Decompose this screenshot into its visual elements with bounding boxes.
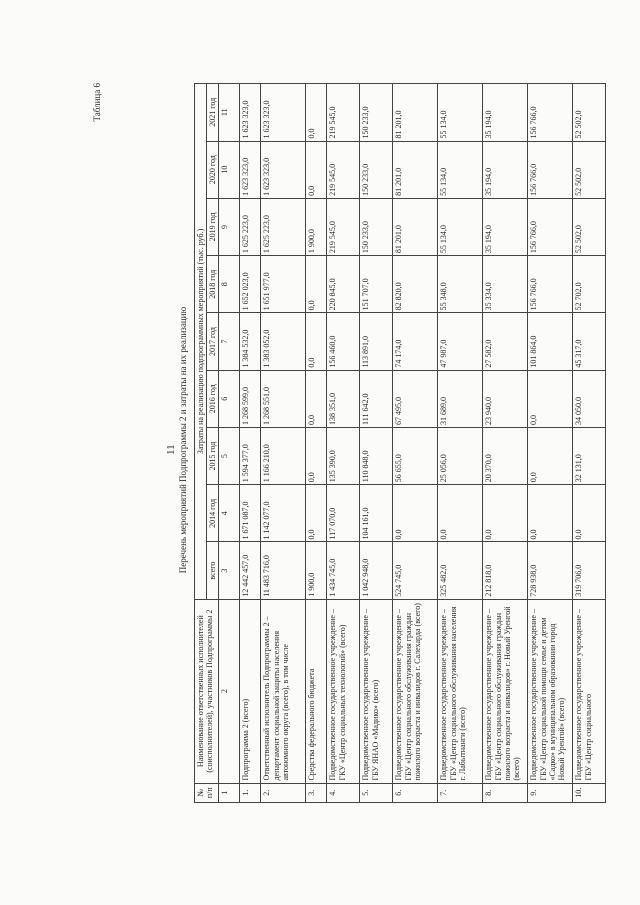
row-name: Ответственный исполнитель Подпрограммы 2 – департамент социальной защиты населения автономного округа (всего), в том числе: [261, 599, 306, 783]
row-year-value: 150 233,0: [360, 198, 393, 255]
row-year-value: 1 384 532,0: [240, 313, 261, 370]
row-year-value: 104 161,0: [360, 485, 393, 542]
header-year: 2016 год: [207, 370, 219, 427]
header-year: 2014 год: [207, 485, 219, 542]
row-year-value: 23 940,0: [483, 370, 528, 427]
header-year: 2017 год: [207, 313, 219, 370]
row-total: 319 706,0: [573, 542, 606, 599]
row-total: 1 434 745,0: [327, 542, 360, 599]
row-number: 8.: [483, 783, 528, 802]
row-year-value: 0,0: [438, 485, 483, 542]
row-year-value: 1 268 551,0: [261, 370, 306, 427]
row-year-value: 55 134,0: [438, 84, 483, 142]
row-year-value: 1 900,0: [306, 198, 327, 255]
column-number: 8: [219, 256, 240, 313]
table-body: [240, 84, 606, 803]
row-year-value: 82 820,0: [393, 256, 438, 313]
row-total: 212 818,0: [483, 542, 528, 599]
row-number: 3.: [306, 783, 327, 802]
row-year-value: 110 848,0: [360, 427, 393, 484]
row-name: Подведомственное государственное учреждение – ГБУ «Центр социальной помощи семье и детям «Садко» в муниципальном образовании город Новый Уренгой» (всего): [528, 599, 573, 783]
row-year-value: 156 766,0: [528, 256, 573, 313]
row-year-value: 0,0: [393, 485, 438, 542]
row-year-value: 111 642,0: [360, 370, 393, 427]
row-year-value: 81 201,0: [393, 198, 438, 255]
row-year-value: 55 134,0: [438, 198, 483, 255]
column-number: 5: [219, 427, 240, 484]
row-year-value: 0,0: [306, 485, 327, 542]
row-year-value: 113 891,0: [360, 313, 393, 370]
costs-table: [194, 83, 606, 803]
row-year-value: 32 131,0: [573, 427, 606, 484]
row-total: 12 442 457,0: [240, 542, 261, 599]
row-year-value: 52 502,0: [573, 84, 606, 142]
table-label: Таблица 6: [92, 83, 102, 122]
row-year-value: 0,0: [483, 485, 528, 542]
row-year-value: 0,0: [528, 485, 573, 542]
row-number: 6.: [393, 783, 438, 802]
header-year: 2018 год: [207, 256, 219, 313]
row-year-value: 20 370,0: [483, 427, 528, 484]
row-number: 2.: [261, 783, 306, 802]
row-number: 9.: [528, 783, 573, 802]
row-year-value: 135 390,0: [327, 427, 360, 484]
rotated-content: [70, 55, 593, 825]
row-year-value: 1 594 377,0: [240, 427, 261, 484]
row-year-value: 1 651 977,0: [261, 256, 306, 313]
row-year-value: 52 502,0: [573, 141, 606, 198]
row-year-value: 1 625 223,0: [261, 198, 306, 255]
row-name: Средства федерального бюджета: [306, 599, 327, 783]
column-number: 3: [219, 542, 240, 599]
row-year-value: 81 201,0: [393, 84, 438, 142]
row-year-value: 35 194,0: [483, 84, 528, 142]
header-year: 2019 год: [207, 198, 219, 255]
row-year-value: 0,0: [573, 485, 606, 542]
row-year-value: 150 233,0: [360, 84, 393, 142]
table-row: [528, 84, 573, 803]
row-year-value: 1 166 210,0: [261, 427, 306, 484]
row-year-value: 156 766,0: [528, 84, 573, 142]
column-number: 1: [219, 783, 240, 802]
row-name: Подведомственное государственное учреждение – ГБУ «Центр социального: [573, 599, 606, 783]
row-year-value: 0,0: [528, 370, 573, 427]
row-year-value: 1 623 323,0: [261, 84, 306, 142]
row-name: Подведомственное государственное учреждение – ГБУ ЯНАО «Мадико» (всего): [360, 599, 393, 783]
column-number: 2: [219, 599, 240, 783]
header-year: 2015 год: [207, 427, 219, 484]
row-total: 325 482,0: [438, 542, 483, 599]
row-total: 1 900,0: [306, 542, 327, 599]
table-row: [306, 84, 327, 803]
row-year-value: 45 317,0: [573, 313, 606, 370]
row-year-value: 101 864,0: [528, 313, 573, 370]
row-year-value: 0,0: [306, 370, 327, 427]
row-name: Подпрограмма 2 (всего): [240, 599, 261, 783]
column-number: 4: [219, 485, 240, 542]
header-year: 2021 год: [207, 84, 219, 142]
row-name: Подведомственное государственное учреждение – ГКУ «Центр социальных технологий» (всего): [327, 599, 360, 783]
column-number: 7: [219, 313, 240, 370]
row-number: 10.: [573, 783, 606, 802]
row-year-value: 55 348,0: [438, 256, 483, 313]
header-name: Наименование ответственных исполнителей (соисполнителей), участников Подпрограммы 2: [195, 599, 219, 783]
row-year-value: 0,0: [306, 313, 327, 370]
row-year-value: 74 174,0: [393, 313, 438, 370]
row-number: 7.: [438, 783, 483, 802]
row-year-value: 27 582,0: [483, 313, 528, 370]
row-number: 5.: [360, 783, 393, 802]
row-year-value: 55 134,0: [438, 141, 483, 198]
row-year-value: 56 655,0: [393, 427, 438, 484]
row-total: 524 745,0: [393, 542, 438, 599]
row-year-value: 220 845,0: [327, 256, 360, 313]
row-year-value: 0,0: [306, 84, 327, 142]
table-title: Перечень мероприятий Подпрограммы 2 и затраты на их реализацию: [178, 306, 188, 574]
row-name: Подведомственное государственное учреждение – ГБУ «Центр социального обслуживания граждан пожилого возраста и инвалидов» г. Новый Уренгой (всего): [483, 599, 528, 783]
row-year-value: 219 545,0: [327, 141, 360, 198]
row-year-value: 67 495,0: [393, 370, 438, 427]
row-year-value: 219 545,0: [327, 84, 360, 142]
row-year-value: 151 707,0: [360, 256, 393, 313]
column-number: 10: [219, 141, 240, 198]
row-number: 4.: [327, 783, 360, 802]
row-year-value: 0,0: [306, 141, 327, 198]
row-year-value: 35 334,0: [483, 256, 528, 313]
row-year-value: 1 623 323,0: [261, 141, 306, 198]
row-year-value: 156 460,0: [327, 313, 360, 370]
row-name: Подведомственное государственное учреждение – ГБУ «Центр социального обслуживания населения г. Лабытнанги (всего): [438, 599, 483, 783]
header-year: 2020 год: [207, 141, 219, 198]
header-costs: Затраты на реализацию подпрограммных мероприятий (тыс. руб.): [195, 84, 207, 600]
row-total: 1 042 948,0: [360, 542, 393, 599]
row-year-value: 1 623 323,0: [240, 141, 261, 198]
row-total: 11 483 716,0: [261, 542, 306, 599]
table-row: [327, 84, 360, 803]
table-row: [240, 84, 261, 803]
column-number: 11: [219, 84, 240, 142]
table-row: [360, 84, 393, 803]
row-year-value: 156 766,0: [528, 141, 573, 198]
table-row: [393, 84, 438, 803]
table-row: [483, 84, 528, 803]
row-year-value: 1 142 077,0: [261, 485, 306, 542]
column-number: 9: [219, 198, 240, 255]
row-total: 728 938,0: [528, 542, 573, 599]
row-year-value: 219 545,0: [327, 198, 360, 255]
row-year-value: 31 689,0: [438, 370, 483, 427]
table-row: [573, 84, 606, 803]
row-year-value: 35 194,0: [483, 198, 528, 255]
row-year-value: 1 623 323,0: [240, 84, 261, 142]
row-year-value: 156 766,0: [528, 198, 573, 255]
column-number: 6: [219, 370, 240, 427]
row-number: 1.: [240, 783, 261, 802]
row-year-value: 52 702,0: [573, 256, 606, 313]
row-year-value: 0,0: [306, 427, 327, 484]
row-year-value: 117 070,0: [327, 485, 360, 542]
header-num: № п/п: [195, 783, 219, 802]
row-year-value: 1 625 223,0: [240, 198, 261, 255]
row-year-value: 0,0: [528, 427, 573, 484]
page-number: 11: [165, 444, 177, 455]
row-year-value: 1 268 599,0: [240, 370, 261, 427]
row-year-value: 81 201,0: [393, 141, 438, 198]
table-row: [438, 84, 483, 803]
row-year-value: 52 502,0: [573, 198, 606, 255]
row-year-value: 35 194,0: [483, 141, 528, 198]
row-year-value: 150 233,0: [360, 141, 393, 198]
row-year-value: 25 056,0: [438, 427, 483, 484]
header-total: всего: [207, 542, 219, 599]
row-year-value: 47 987,0: [438, 313, 483, 370]
row-year-value: 1 383 052,0: [261, 313, 306, 370]
row-year-value: 1 652 023,0: [240, 256, 261, 313]
row-year-value: 0,0: [306, 256, 327, 313]
row-year-value: 34 050,0: [573, 370, 606, 427]
row-year-value: 138 351,0: [327, 370, 360, 427]
row-year-value: 1 671 087,0: [240, 485, 261, 542]
row-name: Подведомственное государственное учреждение – ГБУ «Центр социального обслуживания граждан пожилого возраста и инвалидов г. Салехарда (всего): [393, 599, 438, 783]
table-row: [261, 84, 306, 803]
